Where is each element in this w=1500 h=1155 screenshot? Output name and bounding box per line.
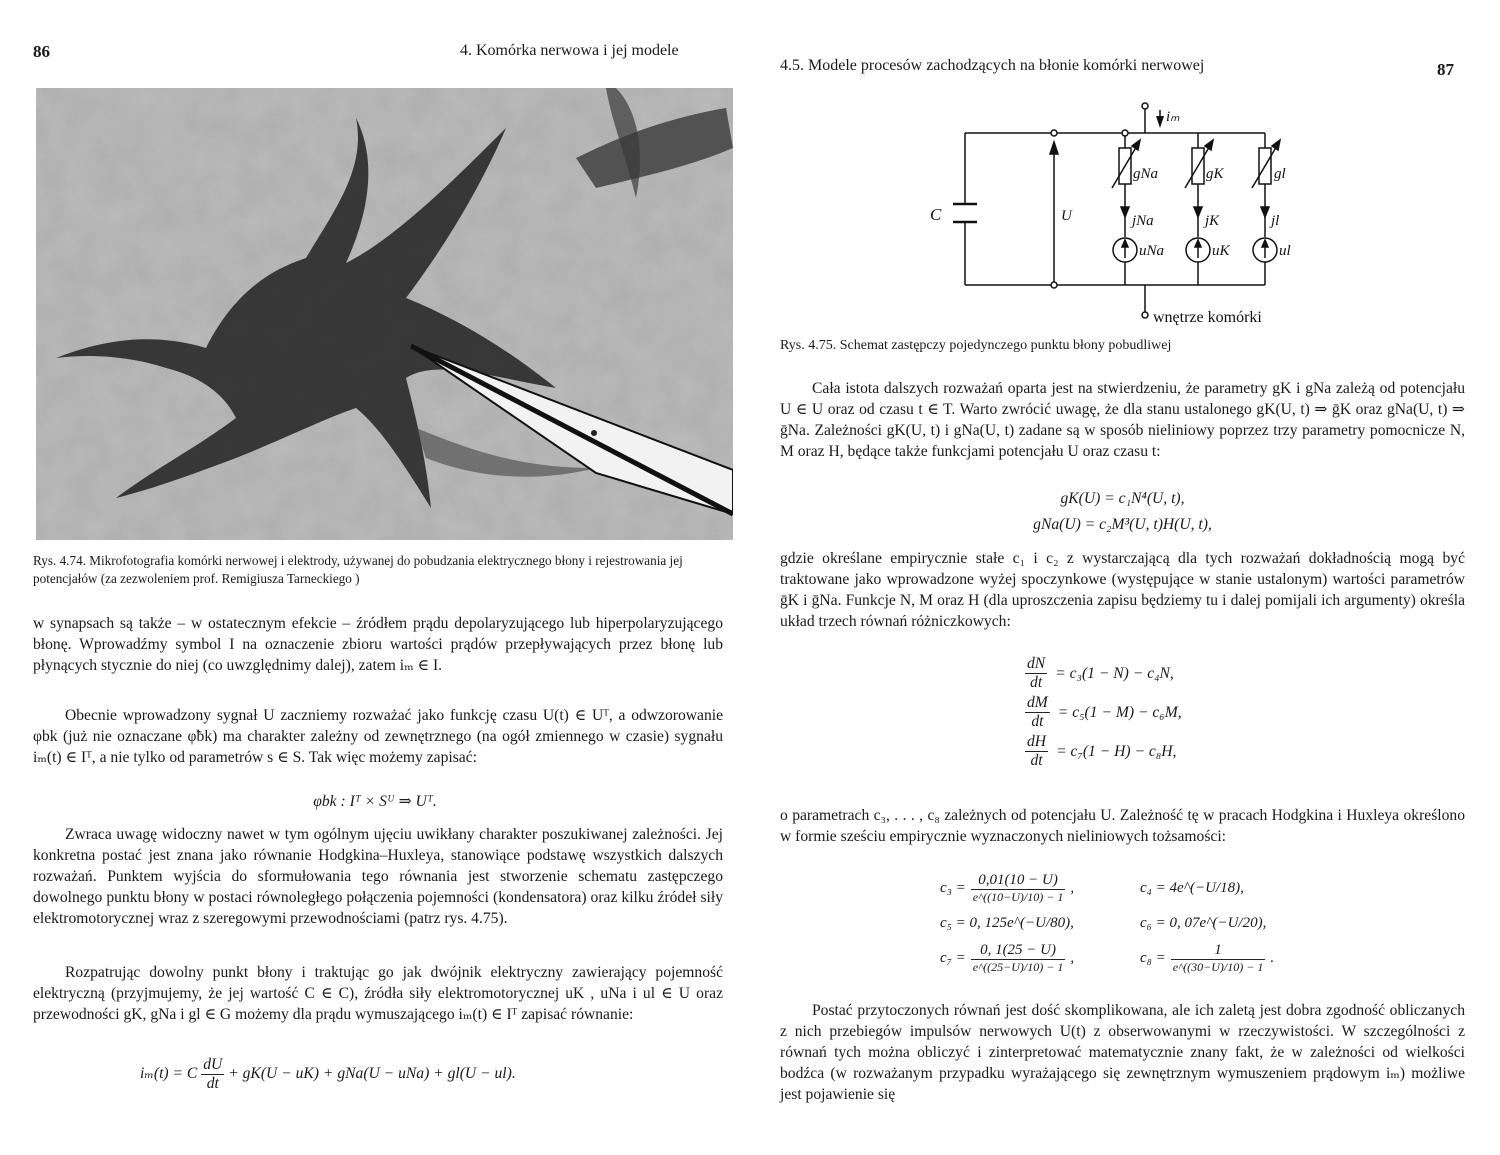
constants-block — [940, 866, 1274, 980]
label-gNa: gNa — [1133, 166, 1159, 182]
paragraph: Postać przytoczonych równań jest dość skomplikowana, ale ich zaletą jest dobra zgodność obliczanych z nich przebiegów impulsów nerwowych U(t) z obserwowanymi w rzeczywistości. W szczególności z równań tych można obliczyć i zinterpretować matematycznie znany fakt, że w zależności od wielkości bodźca (w rozważanym przypadku wyrażającego się zewnętrznym wymuszeniem prądowym iₘ) możliwe jest pojawienie się — [780, 1002, 1465, 1103]
running-head: 4.5. Modele procesów zachodzących na błonie komórki nerwowej — [780, 57, 1205, 74]
fraction-denominator: dt — [1030, 674, 1043, 691]
paragraph: o parametrach c₃, . . . , c₈ zależnych od potencjału U. Zależność tę w pracach Hodgkina i Huxleya określono w formie sześciu empirycznie wyznaczonych nieliniowych tożsamości: — [780, 807, 1465, 845]
const-tail: . — [1270, 949, 1275, 966]
paragraph: Cała istota dalszych rozważań oparta jest na stwierdzeniu, że parametry gK i gNa zależą od potencjału U ∈ U oraz od czasu t ∈ T. Warto zwrócić uwagę, że dla stanu ustalonego gK(U, t) ⇒ ḡK oraz gNa(U, t) ⇒ ḡNa. Zależności gK(U, t) i gNa(U, t) zadane są w sposób nieliniowy poprzez trzy parametry pomocnicze N, M oraz H, będące także funkcjami potencjału U oraz czasu t: — [780, 380, 1465, 460]
label-ul: ul — [1279, 243, 1291, 259]
label-jNa: jNa — [1132, 213, 1154, 229]
const-fraction — [1171, 942, 1266, 975]
const-c8 — [1140, 942, 1274, 975]
const-tail: , — [1070, 949, 1075, 966]
label-jl: jl — [1271, 213, 1280, 229]
fraction-numerator: 0,01(10 − U) — [971, 872, 1066, 890]
const-row — [940, 936, 1274, 980]
ode-rhs: = c₅(1 − M) − c₆M, — [1057, 703, 1182, 721]
const-fraction — [971, 872, 1066, 905]
const-lhs: c₃ = — [940, 879, 966, 896]
fraction-denominator: dt — [1031, 713, 1044, 730]
figure-caption: Rys. 4.74. Mikrofotografia komórki nerwowej i elektrody, używanej do pobudzania elektrycznego błony i rejestrowania jej potencjałów (za zezwoleniem prof. Remigiusza Tarneckiego ) — [33, 553, 683, 586]
ode-rhs: = c₇(1 − H) − c₈H, — [1056, 742, 1177, 760]
paragraph: w synapsach są także – w ostatecznym efekcie – źródłem prądu depolaryzującego lub hiperpolaryzującego błonę. Wprowadźmy symbol I na oznaczenie zbioru wartości prądów przepływających przez błonę lub płynących stycznie do niej (co uwzględnimy dalej), zatem iₘ ∈ I. — [33, 615, 723, 674]
label-uK: uK — [1212, 243, 1230, 259]
equation-gK: gK(U) = c₁N⁴(U, t), — [1060, 490, 1185, 507]
page-number: 87 — [1437, 60, 1454, 79]
ode-row — [1025, 655, 1182, 692]
const-c6: c₆ = 0, 07e^(−U/20), — [1140, 914, 1267, 931]
label-gl: gl — [1274, 166, 1286, 182]
figure-caption: Rys. 4.75. Schemat zastępczy pojedynczego punktu błony pobudliwej — [780, 338, 1172, 353]
paragraph: Rozpatrując dowolny punkt błony i traktując go jak dwójnik elektryczny zawierający pojemność elektryczną (przyjmujemy, że jej wartość C ∈ C), źródła siły elektromotorycznej uK , uNa i ul ∈ U oraz przewodności gK, gNa i gl ∈ G możemy dla prądu wymuszającego iₘ(t) ∈ Iᵀ zapisać równanie: — [33, 964, 723, 1023]
derivative-fraction — [1025, 694, 1050, 731]
fraction-numerator: 0, 1(25 − U) — [971, 942, 1066, 960]
paragraph: Obecnie wprowadzony sygnał U zaczniemy rozważać jako funkcję czasu U(t) ∈ Uᵀ, a odwzorowanie φbk (już nie oznaczane φ̃bk) ma charakter zależny od zewnętrznego (na ogół zmiennego w czasie) sygnału iₘ(t) ∈ Iᵀ, a nie tylko od parametrów s ∈ S. Tak więc możemy zapisać: — [33, 707, 723, 766]
label-U: U — [1061, 208, 1072, 224]
branch-na — [1112, 130, 1140, 285]
fraction-numerator: dU — [203, 1056, 223, 1073]
fraction-denominator: e^((10−U)/10) − 1 — [972, 889, 1064, 904]
ode-row — [1025, 694, 1182, 731]
derivative-fraction — [201, 1056, 224, 1093]
const-lhs: c₇ = — [940, 949, 966, 966]
branch-l — [1252, 133, 1280, 285]
ode-system — [1025, 655, 1182, 770]
derivative-fraction — [1025, 655, 1047, 692]
fraction-numerator: dN — [1027, 655, 1046, 672]
eq-lhs: iₘ(t) = C — [140, 1065, 198, 1083]
branch-k — [1185, 133, 1213, 285]
equivalent-circuit-diagram — [920, 100, 1310, 335]
const-row — [940, 910, 1274, 936]
current-equation — [140, 1056, 516, 1093]
const-row — [940, 866, 1274, 910]
fraction-numerator: 1 — [1171, 942, 1266, 960]
running-head: 4. Komórka nerwowa i jej modele — [460, 42, 679, 59]
const-lhs: c₈ = — [1140, 949, 1166, 966]
fraction-denominator: e^((30−U)/10) − 1 — [1172, 959, 1264, 974]
equation-gNa: gNa(U) = c₂M³(U, t)H(U, t), — [1033, 516, 1212, 533]
const-tail: , — [1070, 879, 1075, 896]
paragraph: Zwraca uwagę widoczny nawet w tym ogólnym ujęciu uwikłany charakter poszukiwanej zależności. Jej konkretna postać jest znana jako równanie Hodgkina–Huxleya, stanowiące podstawę wszystkich dalszych rozważań. Punktem wyjścia do sformułowania tego równania jest stworzenie schematu zastępczego dowolnego punktu błony w postaci równoległego połączenia pojemności (kondensatora) oraz kilku źródeł siły elektromotorycznej wraz z szeregowymi przewodnościami (patrz rys. 4.75). — [33, 826, 723, 927]
label-C: C — [930, 205, 942, 224]
paragraph: gdzie określane empirycznie stałe c₁ i c₂ z wystarczającą dla tych rozważań dokładnością mogą być traktowane jako wprowadzone wyżej spoczynkowe (występujące w stanie ustalonym) wartości parametrów ḡK i ḡNa. Funkcje N, M oraz H (dla uproszczenia zapisu będziemy tu i dalej pomijali ich argumenty) określa układ trzech równań różniczkowych: — [780, 550, 1465, 630]
ode-row — [1025, 733, 1182, 770]
ode-rhs: = c₃(1 − N) − c₄N, — [1055, 664, 1174, 682]
const-c5: c₅ = 0, 125e^(−U/80), — [940, 914, 1074, 931]
label-cell-interior: wnętrze komórki — [1153, 309, 1262, 326]
neuron-micrograph — [36, 88, 733, 540]
derivative-fraction — [1025, 733, 1048, 770]
fraction-denominator: dt — [206, 1075, 219, 1092]
fraction-denominator: dt — [1030, 752, 1043, 769]
const-c3 — [940, 872, 1100, 905]
page-number: 86 — [33, 42, 50, 61]
label-im: iₘ — [1166, 109, 1180, 125]
const-fraction — [971, 942, 1066, 975]
fraction-numerator: dM — [1027, 694, 1048, 711]
fraction-denominator: e^((25−U)/10) − 1 — [972, 959, 1064, 974]
const-c7 — [940, 942, 1100, 975]
label-gK: gK — [1206, 166, 1224, 182]
label-uNa: uNa — [1139, 243, 1165, 259]
fraction-numerator: dH — [1027, 733, 1047, 750]
equation: φbk : Iᵀ × Sᵁ ⇒ Uᵀ. — [313, 793, 437, 810]
label-jK: jK — [1205, 213, 1220, 229]
eq-rhs: + gK(U − uK) + gNa(U − uNa) + gl(U − ul). — [228, 1065, 516, 1083]
const-c4: c₄ = 4e^(−U/18), — [1140, 879, 1244, 896]
